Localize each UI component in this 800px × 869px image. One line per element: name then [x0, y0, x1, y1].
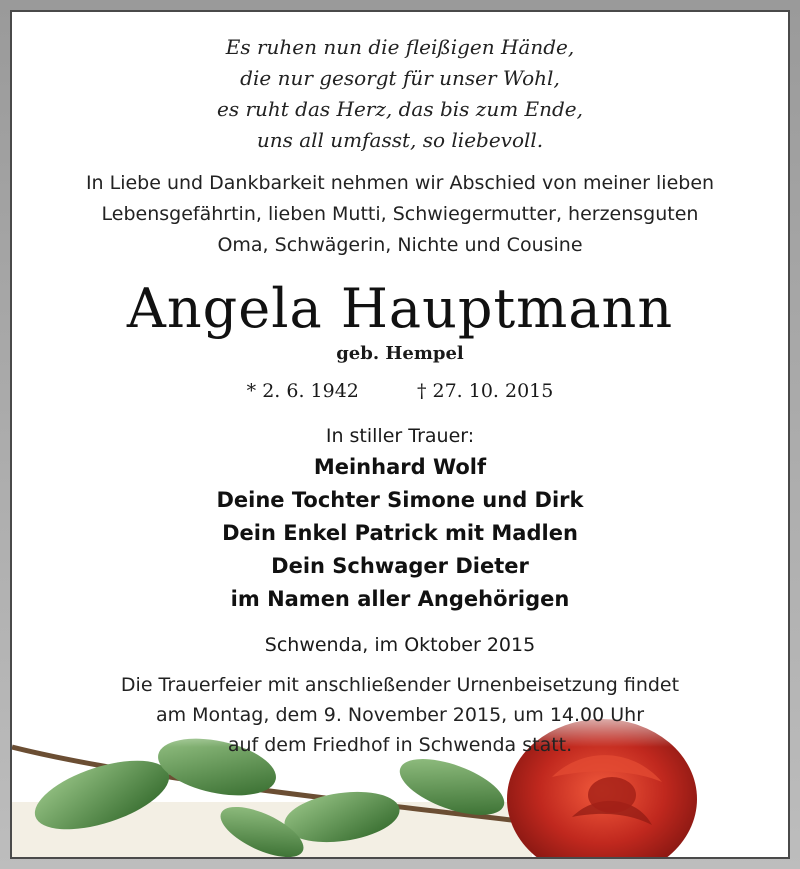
- ceremony-info: [12, 670, 788, 760]
- mourner-name: im Namen aller Angehörigen: [230, 587, 570, 611]
- intro-line: Oma, Schwägerin, Nichte und Cousine: [217, 234, 583, 256]
- intro-line: Lebensgefährtin, lieben Mutti, Schwiegermutter, herzensguten: [101, 203, 699, 225]
- death-date: † 27. 10. 2015: [416, 380, 554, 402]
- birth-name: geb. Hempel: [336, 343, 464, 364]
- mourner-name: Meinhard Wolf: [313, 455, 487, 479]
- notice-content: [12, 12, 788, 760]
- mourner-name: Deine Tochter Simone und Dirk: [216, 488, 584, 512]
- place-date: Schwenda, im Oktober 2015: [264, 634, 536, 656]
- ceremony-line: auf dem Friedhof in Schwenda statt.: [227, 734, 573, 756]
- poem-line: die nur gesorgt für unser Wohl,: [240, 66, 560, 90]
- ceremony-line: Die Trauerfeier mit anschließender Urnenbeisetzung findet: [120, 674, 680, 696]
- farewell-intro: [12, 168, 788, 261]
- obituary-card: [10, 10, 790, 859]
- birth-date: * 2. 6. 1942: [246, 380, 359, 402]
- poem-line: es ruht das Herz, das bis zum Ende,: [217, 97, 583, 121]
- ceremony-line: am Montag, dem 9. November 2015, um 14.00 Uhr: [155, 704, 645, 726]
- poem-line: uns all umfasst, so liebevoll.: [256, 128, 544, 152]
- mourners-list: [12, 451, 788, 616]
- deceased-name: Angela Hauptmann: [126, 277, 674, 340]
- mourner-name: Dein Schwager Dieter: [271, 554, 529, 578]
- memorial-poem: [12, 32, 788, 156]
- mourner-name: Dein Enkel Patrick mit Madlen: [222, 521, 578, 545]
- life-dates: [12, 377, 788, 405]
- poem-line: Es ruhen nun die fleißigen Hände,: [225, 35, 575, 59]
- mourning-label: In stiller Trauer:: [325, 425, 475, 447]
- intro-line: In Liebe und Dankbarkeit nehmen wir Abschied von meiner lieben: [85, 172, 715, 194]
